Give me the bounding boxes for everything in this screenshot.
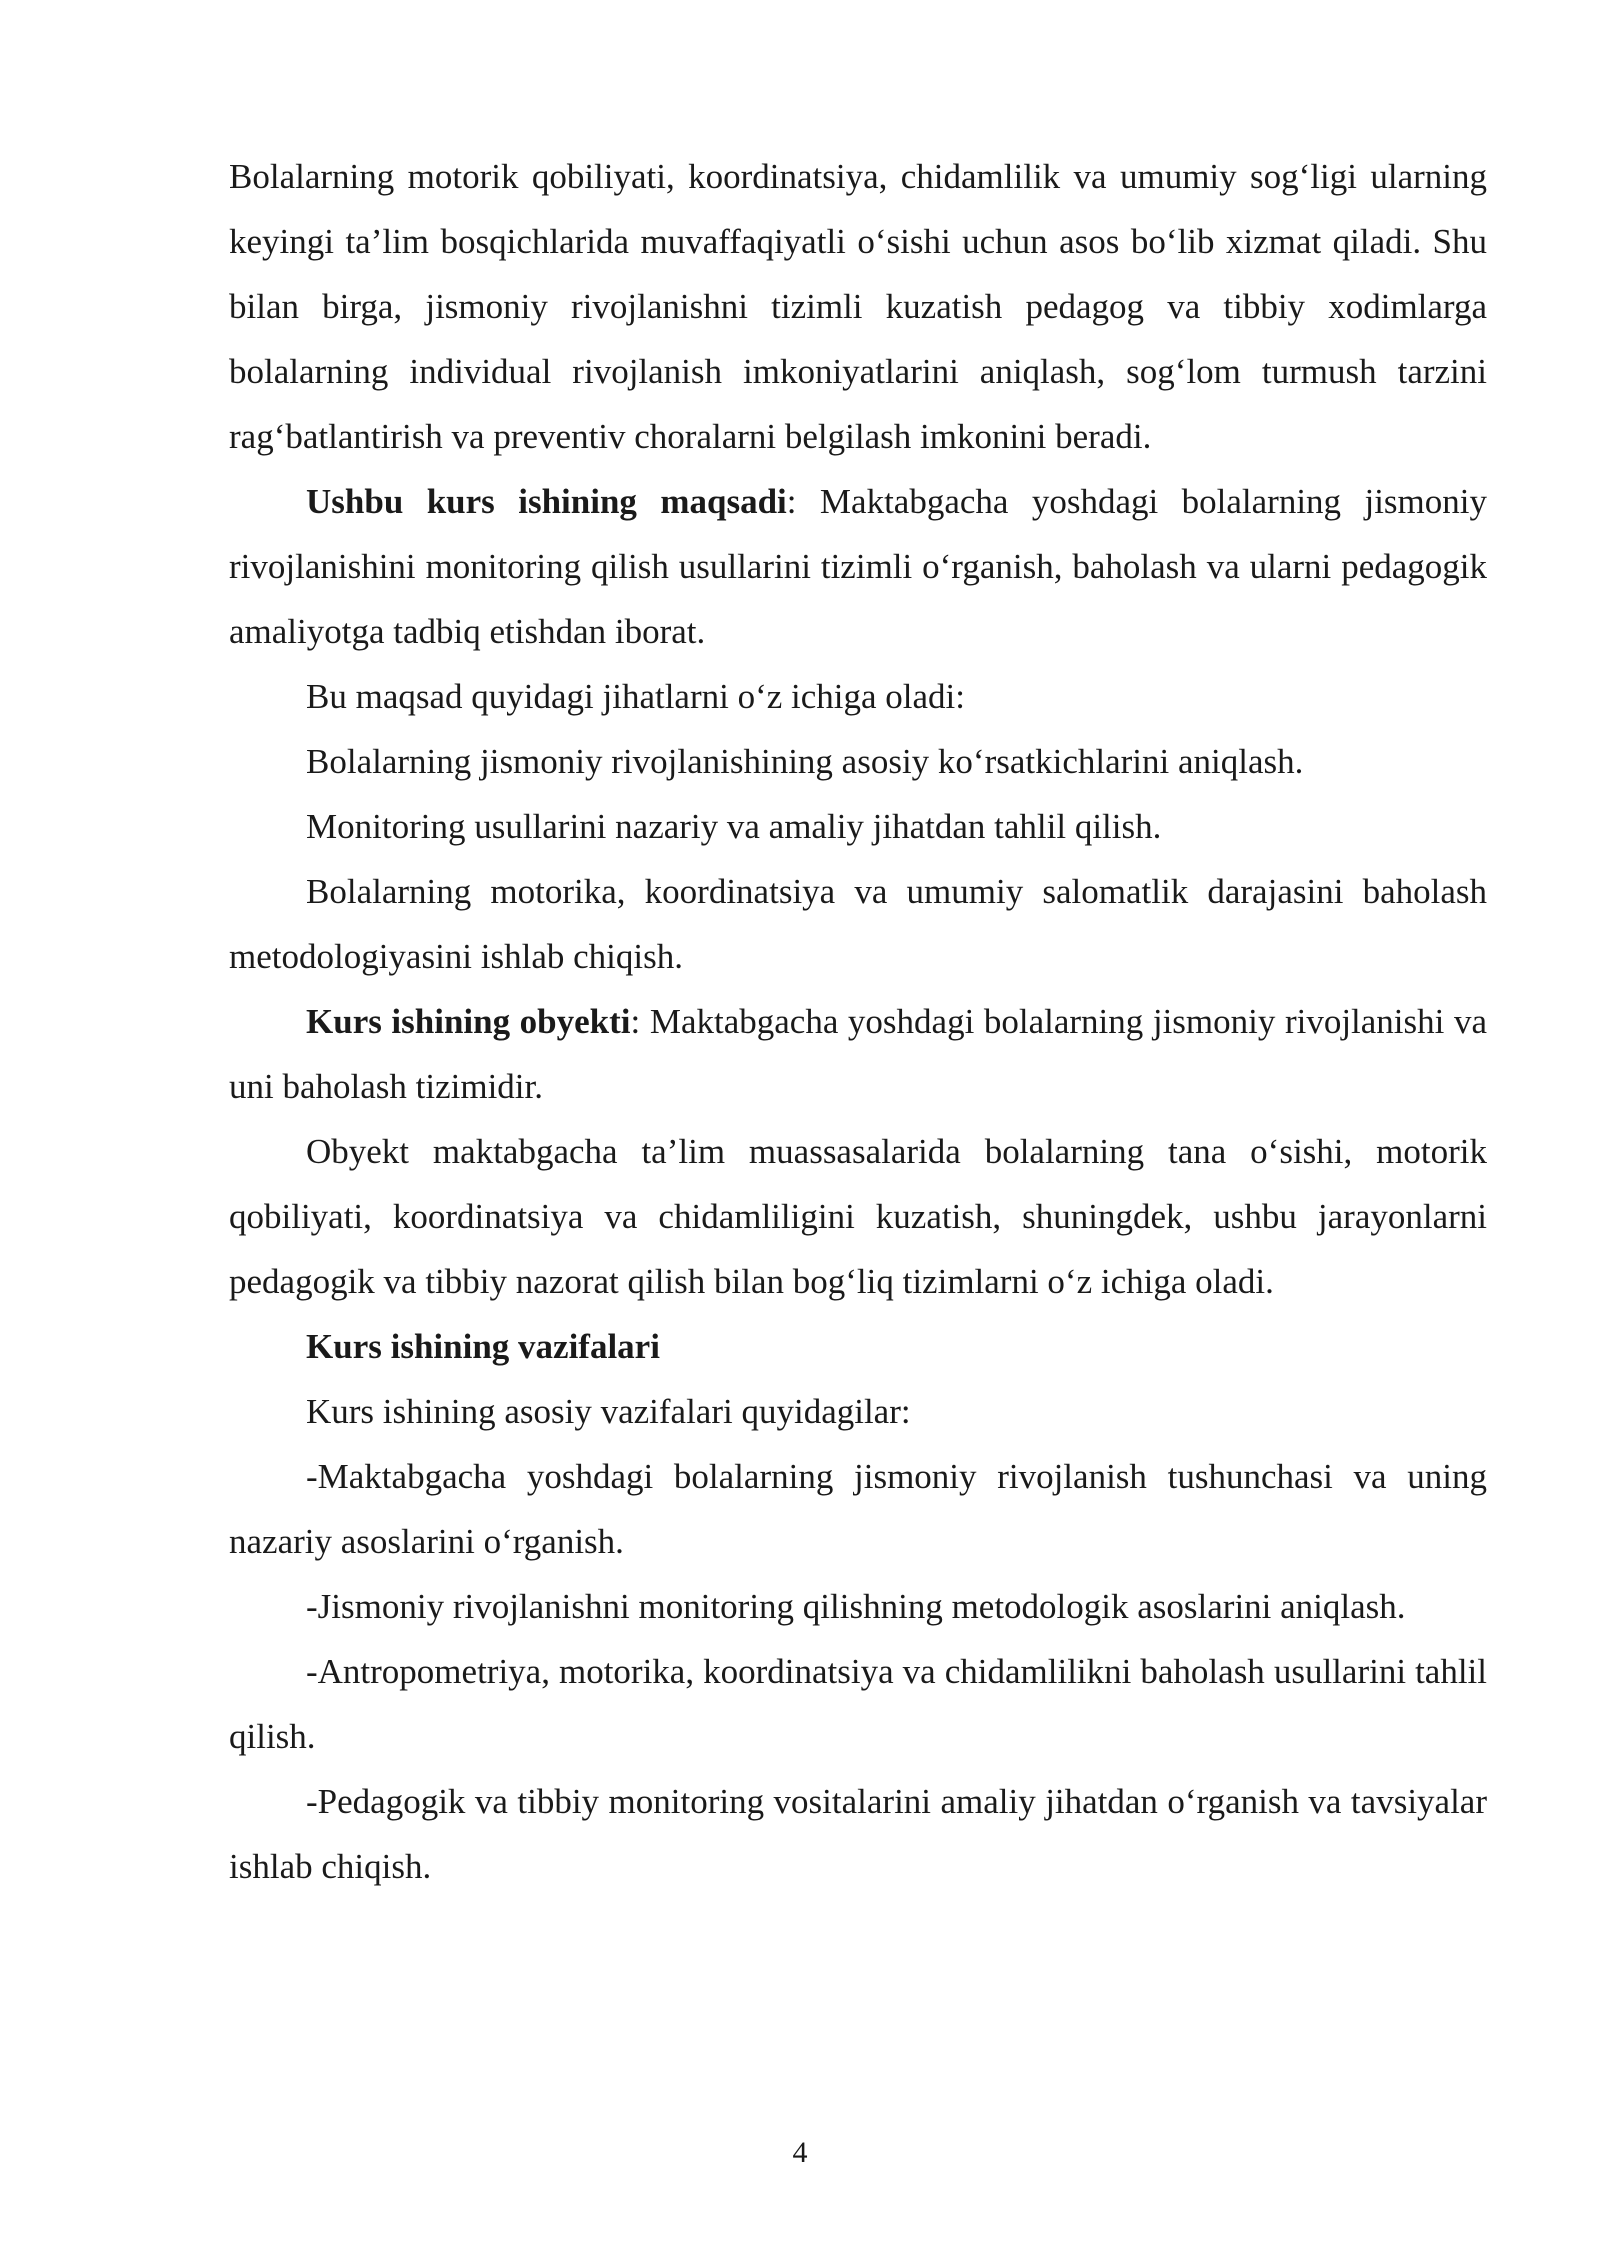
object-label: Kurs ishining obyekti [306,1002,631,1041]
object-description-paragraph: Obyekt maktabgacha ta’lim muassasalarida bolalarning tana o‘sishi, motorik qobiliyati, koordinatsiya va chidamliligini kuzatish, shuningdek, ushbu jarayonlarni pedagogik va tibbiy nazorat qilish bilan bog‘liq tizimlarni o‘z ichiga oladi. [229,1132,1487,1301]
object-paragraph [229,989,1487,1119]
tasks-heading: Kurs ishining vazifalari [306,1327,660,1366]
task-item-3: -Antropometriya, motorika, koordinatsiya va chidamlilikni baholash usullarini tahlil qilish. [229,1652,1487,1756]
tasks-intro-paragraph: Kurs ishining asosiy vazifalari quyidagilar: [306,1392,911,1431]
task-item-2: -Jismoniy rivojlanishni monitoring qilishning metodologik asoslarini aniqlash. [306,1587,1406,1626]
page-number: 4 [792,2136,808,2169]
aim-paragraph [229,469,1487,664]
task-item-1: -Maktabgacha yoshdagi bolalarning jismoniy rivojlanish tushunchasi va uning nazariy asoslarini o‘rganish. [229,1457,1487,1561]
aim-intro-paragraph: Bu maqsad quyidagi jihatlarni o‘z ichiga oladi: [306,677,966,716]
page-body [229,144,1487,1899]
aim-label: Ushbu kurs ishining maqsadi [306,482,787,521]
aim-item-2: Monitoring usullarini nazariy va amaliy jihatdan tahlil qilish. [306,807,1162,846]
task-item-4: -Pedagogik va tibbiy monitoring vositalarini amaliy jihatdan o‘rganish va tavsiyalar ishlab chiqish. [229,1782,1487,1886]
object-text: : Maktabgacha yoshdagi bolalarning jismoniy rivojlanishi va uni baholash tizimidir. [229,1002,1487,1106]
aim-item-3: Bolalarning motorika, koordinatsiya va umumiy salomatlik darajasini baholash metodologiyasini ishlab chiqish. [229,872,1487,976]
intro-paragraph: Bolalarning motorik qobiliyati, koordinatsiya, chidamlilik va umumiy sog‘ligi ularning keyingi ta’lim bosqichlarida muvaffaqiyatli o‘sishi uchun asos bo‘lib xizmat qiladi. Shu bilan birga, jismoniy rivojlanishni tizimli kuzatish pedagog va tibbiy xodimlarga bolalarning individual rivojlanish imkoniyatlarini aniqlash, sog‘lom turmush tarzini rag‘batlantirish va preventiv choralarni belgilash imkonini beradi. [229,157,1487,456]
aim-text: : Maktabgacha yoshdagi bolalarning jismoniy rivojlanishini monitoring qilish usullarini tizimli o‘rganish, baholash va ularni pedagogik amaliyotga tadbiq etishdan iborat. [229,482,1487,651]
aim-item-1: Bolalarning jismoniy rivojlanishining asosiy ko‘rsatkichlarini aniqlash. [306,742,1304,781]
